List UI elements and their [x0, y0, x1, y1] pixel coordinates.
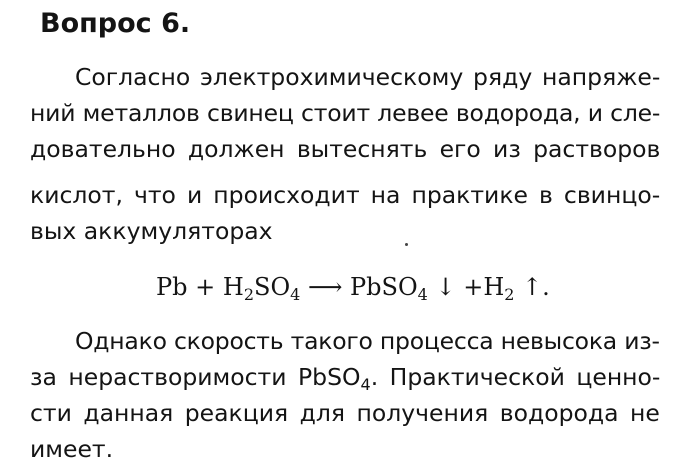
- paragraph-2-line-1: Однако скорость такого процесса невысока из-: [75, 327, 660, 355]
- paragraph-2-line-4: имеет.: [30, 435, 114, 463]
- paragraph-1-line-2: ний металлов свинец стоит левее водорода, и сле-: [30, 99, 661, 127]
- paragraph-1-line-1: Согласно электрохимическому ряду напряже-: [75, 63, 661, 91]
- paragraph-1-line-5: вых аккумуляторах: [30, 217, 273, 245]
- paragraph-1-line-4: кислот, что и происходит на практике в свинцо-: [30, 181, 661, 209]
- print-speck: [405, 243, 408, 246]
- paragraph-2-line-3: сти данная реакция для получения водорода не: [30, 399, 660, 427]
- paragraph-2-line-2: за нерастворимости PbSO$_4$. Практической ценно-: [30, 363, 661, 394]
- pbso4-formula: PbSO$_4$: [298, 363, 371, 394]
- reaction-equation: $Pb + H_2SO_4$ ⟶ PbSO$_4$ ↓ $+H_2$ ↑.: [156, 273, 550, 304]
- paragraph-1-line-3: довательно должен вытеснять его из растворов: [30, 135, 661, 163]
- question-heading: Вопрос 6.: [40, 8, 191, 39]
